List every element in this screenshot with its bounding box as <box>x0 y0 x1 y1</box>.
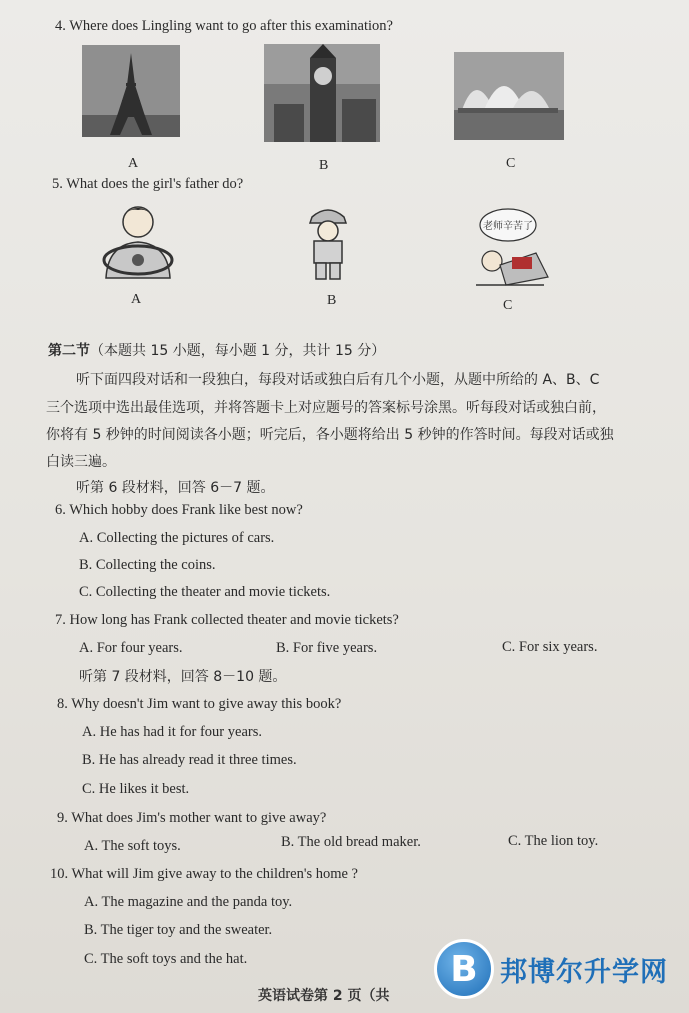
section2-instruction-4: 白读三遍。 <box>46 454 116 470</box>
q6-option-a: A. Collecting the pictures of cars. <box>79 530 275 546</box>
policeman-picture <box>298 203 358 281</box>
q8-option-c: C. He likes it best. <box>82 781 190 797</box>
big-ben-picture <box>264 44 380 142</box>
q8-text: Why doesn't Jim want to give away this book? <box>71 696 342 712</box>
opera-house-picture <box>454 52 564 140</box>
q4-number: 4. <box>55 18 66 34</box>
q7-option-a: A. For four years. <box>79 640 183 656</box>
material-7-note: 听第 7 段材料，回答 8－10 题。 <box>79 669 287 685</box>
q5-text: What does the girl's father do? <box>66 176 244 192</box>
q10-stem <box>50 866 358 883</box>
q6-stem <box>55 502 303 519</box>
q4-stem <box>55 18 393 35</box>
material-6-note: 听第 6 段材料，回答 6－7 题。 <box>76 480 275 496</box>
section2-instruction-2: 三个选项中选出最佳选项，并将答题卡上对应题号的答案标号涂黑。听每段对话或独白前， <box>46 400 606 416</box>
section2-subtitle: （本题共 15 小题，每小题 1 分，共计 15 分） <box>90 343 386 359</box>
q7-number: 7. <box>55 612 66 628</box>
q5-option-b: B <box>327 293 337 308</box>
q7-option-c: C. For six years. <box>502 639 598 655</box>
logo-b-icon: B <box>434 939 494 999</box>
q5-stem <box>52 176 243 193</box>
eiffel-tower-picture <box>82 45 180 137</box>
q4-option-b: B <box>319 158 329 173</box>
q4-option-c: C <box>506 156 516 171</box>
section2-instruction-1: 听下面四段对话和一段独白，每段对话或独白后有几个小题，从题中所给的 A、B、C <box>76 372 600 388</box>
q5-option-c: C <box>503 298 513 313</box>
section2-instruction-3: 你将有 5 秒钟的时间阅读各小题；听完后，各小题将给出 5 秒钟的作答时间。每段对话或独 <box>46 427 614 443</box>
q7-text: How long has Frank collected theater and movie tickets? <box>69 612 399 628</box>
q10-text: What will Jim give away to the children's home ? <box>71 866 358 882</box>
page-footer: 英语试卷第 2 页（共 <box>258 988 390 1004</box>
q6-number: 6. <box>55 502 66 518</box>
logo-text: 邦博尔升学网 <box>500 956 668 988</box>
q8-number: 8. <box>57 696 68 712</box>
q4-option-a: A <box>128 156 139 171</box>
q7-stem <box>55 612 399 629</box>
q9-number: 9. <box>57 810 68 826</box>
q6-text: Which hobby does Frank like best now? <box>69 502 303 518</box>
q7-option-b: B. For five years. <box>276 640 378 656</box>
q6-option-c: C. Collecting the theater and movie tickets. <box>79 584 331 600</box>
section2-title: 第二节 <box>48 343 90 359</box>
teacher-picture <box>466 205 554 289</box>
q8-stem <box>57 696 341 713</box>
q8-option-b: B. He has already read it three times. <box>82 752 297 768</box>
q10-option-a: A. The magazine and the panda toy. <box>84 894 293 910</box>
q9-stem <box>57 810 326 827</box>
q10-option-b: B. The tiger toy and the sweater. <box>84 922 273 938</box>
q8-option-a: A. He has had it for four years. <box>82 724 262 740</box>
q9-option-a: A. The soft toys. <box>84 838 181 854</box>
q9-option-c: C. The lion toy. <box>508 833 599 849</box>
q5-option-a: A <box>131 292 142 307</box>
site-logo[interactable] <box>434 938 684 1000</box>
teacher-bubble-text: 老师辛苦了 <box>483 221 533 232</box>
section2-heading <box>48 340 385 360</box>
q6-option-b: B. Collecting the coins. <box>79 557 216 573</box>
q9-text: What does Jim's mother want to give away? <box>71 810 327 826</box>
q5-number: 5. <box>52 176 63 192</box>
driver-picture <box>94 198 182 280</box>
q10-number: 10. <box>50 866 69 882</box>
q4-text: Where does Lingling want to go after this examination? <box>69 18 393 34</box>
q10-option-c: C. The soft toys and the hat. <box>84 951 248 967</box>
q9-option-b: B. The old bread maker. <box>281 834 421 850</box>
